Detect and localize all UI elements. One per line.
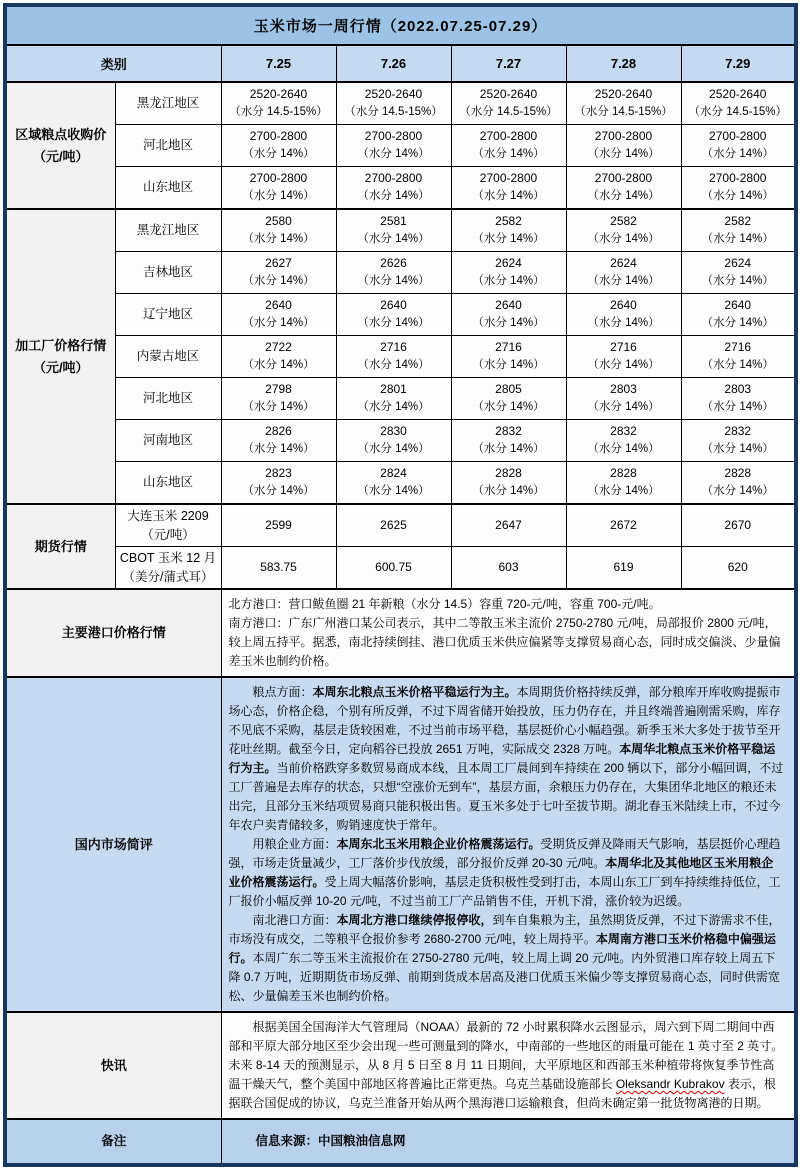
moisture-note: （水分 14%） — [587, 484, 660, 497]
text-segment: 本周北方港口继续停报停收， — [336, 913, 493, 927]
price-cell — [566, 462, 681, 505]
moisture-note: （水分 14%） — [242, 358, 315, 371]
moisture-note: （水分 14%） — [242, 442, 315, 455]
moisture-note: （水分 14%） — [357, 316, 430, 329]
section-label-text: 期货行情 — [34, 538, 87, 554]
price-cell — [566, 82, 681, 125]
price-value: 2824 — [380, 466, 407, 481]
row-label-text: 黑龙江地区 — [136, 96, 200, 111]
text-segment: 本周东北玉米用粮企业价格震荡运行。 — [336, 837, 541, 851]
moisture-note: （水分 14%） — [587, 147, 660, 160]
price-cell — [336, 462, 451, 505]
text-segment: 粮点方面： — [252, 685, 313, 699]
price-value: 2640 — [265, 298, 292, 313]
price-value: 2581 — [380, 214, 407, 229]
row-label — [115, 378, 221, 420]
section-row-domestic-market-review — [5, 677, 796, 1012]
paragraph — [229, 911, 786, 1006]
price-value: 2826 — [265, 424, 292, 439]
moisture-note: （水分 14%） — [357, 358, 430, 371]
moisture-note: （水分 14%） — [587, 442, 660, 455]
text-segment: 本周广东二等玉米主流报价在 2750-2780 元/吨，较上周上调 20 元/吨。内外贸港口库存较上周五下降 0.7 万吨，近期期货市场反弹、前期到货成本居高及港口优质玉米偏少等支撑贸易商心态，同时供需宽松、少量偏差玉米也制约价格。 — [228, 951, 780, 1003]
price-cell — [566, 336, 681, 378]
section-label-unit: （元/吨） — [32, 359, 89, 375]
moisture-note: （水分 14%） — [701, 400, 774, 413]
price-value: 2625 — [380, 518, 407, 533]
price-cell — [336, 209, 451, 252]
price-cell — [451, 378, 566, 420]
price-cell — [681, 547, 796, 590]
text-segment: 本周华北及其他地区玉米用粮企业价格震荡运行。 — [228, 856, 774, 889]
table-row — [5, 420, 796, 462]
price-value: 2599 — [265, 518, 292, 533]
moisture-note: （水分 14%） — [701, 189, 774, 202]
moisture-note: （水分 14%） — [472, 358, 545, 371]
text-segment: 受期货反弹及降雨天气影响，基层挺价心理趋强，市场走货量减少，工厂落价步伐放缓，部分报价反弹 20-30 元/吨。 — [228, 837, 781, 870]
text-segment: 南北港口方面： — [252, 913, 337, 927]
paragraph — [229, 595, 786, 614]
price-value: 2828 — [495, 466, 522, 481]
price-cell — [221, 125, 336, 167]
text-segment: 当前价格跌穿多数贸易商成本线，且本周工厂晨间到车持续在 200 辆以下，部分小幅回调，不过工厂普遍是去库存的状态，只想“空涨价无到车”，基层方面，余粮压力仍存在，大集团华北地区的粮还未出完，且部分玉米结项贸易商只能积极出售。夏玉米多处于七叶至拔节期。湖北春玉米陆续上市，不过今年农户卖青储较多，购销速度快于常年。 — [228, 761, 784, 832]
row-label — [115, 336, 221, 378]
section-row-flash-news — [5, 1012, 796, 1119]
price-value: 2803 — [610, 382, 637, 397]
row-label — [115, 547, 221, 590]
price-cell — [336, 504, 451, 547]
price-value: 2627 — [265, 256, 292, 271]
price-cell — [336, 125, 451, 167]
text-segment: 本周期货价格持续反弹，部分粮库开库收购提振市场心态，价格企稳，个别有所反弹，不过下周省储开始投放，压力仍存在，并且终端普遍刚需采购，库存不见底不采购，基层走货较困难，不过当前市场平稳，基层挺价心小幅趋强。新季玉米大多处于拔节至开花吐丝期。截至今日，定向稻谷已投放 2651 万吨，实际成交 2328 万吨。 — [228, 685, 781, 756]
price-value: 2801 — [380, 382, 407, 397]
moisture-note: （水分 14%） — [357, 442, 430, 455]
section-text-flash-news — [221, 1012, 796, 1119]
moisture-note: （水分 14%） — [472, 400, 545, 413]
moisture-note: （水分 14%） — [472, 147, 545, 160]
price-value: 2624 — [495, 256, 522, 271]
section-label-text: 区域粮点收购价 — [15, 127, 107, 143]
price-value: 2520-2640 — [364, 87, 423, 102]
row-label — [115, 167, 221, 210]
header-row — [5, 45, 796, 82]
price-value: 2700-2800 — [249, 129, 308, 144]
text-segment: 表示，根据联合国促成的协议，乌克兰准备开始从两个黑海港口运输粮食，但尚未确定第一批货物离港的日期。 — [228, 1077, 776, 1110]
text-segment: 根据美国全国海洋大气管理局（NOAA）最新的 72 小时累积降水云图显示，周六到下周二期间中西部和平原大部分地区至少会出现一些可测量到的降水，中南部的一些地区的雨量可能在 1 英寸至 2 英寸。未来 8-14 天的预测显示，从 8 月 5 日至 8 月 11 日期间，大平原地区和西部玉米种植带将恢复季节性高温干燥天气，整个美国中部地区将普遍比正常更热。乌克兰基础设施部长 — [228, 1020, 784, 1091]
price-value: 2832 — [724, 424, 752, 439]
row-label-text: 辽宁地区 — [142, 307, 193, 322]
price-cell — [681, 336, 796, 378]
price-cell — [566, 547, 681, 590]
spellcheck-underline: Oleksandr Kubrakov — [615, 1077, 725, 1091]
table-body — [5, 5, 796, 1165]
row-label — [115, 462, 221, 505]
paragraph — [229, 1018, 786, 1113]
price-value: 2700-2800 — [594, 171, 653, 186]
text-segment: 北方港口：营口鲅鱼圈 21 年新粮（水分 14.5）容重 720-元/吨，容重 700-元/吨。 — [228, 597, 661, 611]
moisture-note: （水分 14.5-15%） — [688, 105, 787, 118]
price-cell — [221, 336, 336, 378]
price-value: 2520-2640 — [594, 87, 653, 102]
price-cell — [681, 420, 796, 462]
row-label-text: 山东地区 — [142, 180, 193, 195]
price-value: 2716 — [610, 340, 637, 355]
price-cell — [681, 294, 796, 336]
price-cell — [451, 167, 566, 210]
price-cell — [221, 504, 336, 547]
price-cell — [336, 336, 451, 378]
price-cell — [566, 252, 681, 294]
text-segment: 受上周大幅落价影响，基层走货积极性受到打击，本周山东工厂到车持续维持低位，工厂报价小幅反弹 10-20 元/吨，不过当前工厂产品销售不佳，开机下滑，涨价较为迟缓。 — [228, 875, 781, 908]
row-label — [115, 252, 221, 294]
moisture-note: （水分 14%） — [701, 442, 774, 455]
column-header-date: 7.25 — [221, 45, 336, 82]
moisture-note: （水分 14%） — [701, 484, 774, 497]
price-value: 2700-2800 — [249, 171, 308, 186]
price-value: 2700-2800 — [594, 129, 653, 144]
price-value: 583.75 — [260, 560, 297, 575]
price-cell — [221, 167, 336, 210]
moisture-note: （水分 14%） — [472, 232, 545, 245]
table-row — [5, 294, 796, 336]
moisture-note: （水分 14.5-15%） — [344, 105, 443, 118]
title-row — [5, 5, 796, 45]
price-value: 2716 — [724, 340, 752, 355]
table-row — [5, 125, 796, 167]
price-value: 2700-2800 — [709, 171, 767, 186]
moisture-note: （水分 14%） — [357, 189, 430, 202]
price-value: 2640 — [495, 298, 522, 313]
moisture-note: （水分 14%） — [242, 400, 315, 413]
row-label-text: 内蒙古地区 — [136, 349, 200, 364]
table-row — [5, 336, 796, 378]
price-value: 619 — [613, 560, 634, 575]
price-value: 2640 — [610, 298, 637, 313]
section-label-port-prices: 主要港口价格行情 — [5, 589, 221, 677]
price-cell — [566, 167, 681, 210]
column-header-date: 7.29 — [681, 45, 796, 82]
price-value: 2582 — [495, 214, 522, 229]
price-value: 2700-2800 — [479, 129, 538, 144]
table-title: 玉米市场一周行情（2022.07.25-07.29） — [5, 5, 796, 45]
price-value: 2700-2800 — [479, 171, 538, 186]
row-label-text: 吉林地区 — [142, 265, 193, 280]
price-value: 2716 — [495, 340, 522, 355]
column-header-category: 类别 — [5, 45, 221, 82]
section-label-remark: 备注 — [5, 1119, 221, 1165]
table-row — [5, 547, 796, 590]
moisture-note: （水分 14.5-15%） — [229, 105, 328, 118]
section-label-futures — [5, 504, 115, 589]
text-segment: 信息来源：中国粮油信息网 — [255, 1134, 406, 1148]
price-cell — [221, 252, 336, 294]
price-cell — [566, 294, 681, 336]
price-cell — [681, 378, 796, 420]
price-cell — [681, 252, 796, 294]
price-cell — [221, 378, 336, 420]
price-cell — [681, 82, 796, 125]
row-label-text: 黑龙江地区 — [136, 223, 200, 238]
row-label-text: CBOT 玉米 12 月 — [119, 550, 217, 565]
price-value: 2520-2640 — [479, 87, 538, 102]
moisture-note: （水分 14%） — [472, 189, 545, 202]
price-cell — [221, 209, 336, 252]
price-value: 2716 — [380, 340, 407, 355]
moisture-note: （水分 14%） — [587, 316, 660, 329]
section-label-regional-purchase-price — [5, 82, 115, 209]
text-segment: 本周华北粮点玉米价格平稳运行为主。 — [228, 742, 776, 775]
row-label — [115, 504, 221, 547]
table-row — [5, 462, 796, 505]
price-cell — [221, 82, 336, 125]
price-value: 2832 — [495, 424, 522, 439]
moisture-note: （水分 14%） — [357, 400, 430, 413]
price-cell — [336, 378, 451, 420]
price-cell — [451, 336, 566, 378]
section-label-unit: （元/吨） — [32, 148, 89, 164]
price-cell — [336, 167, 451, 210]
corn-market-table — [3, 3, 798, 1167]
price-cell — [336, 547, 451, 590]
column-header-date: 7.27 — [451, 45, 566, 82]
price-cell — [451, 209, 566, 252]
price-value: 2520-2640 — [709, 87, 767, 102]
price-value: 2805 — [495, 382, 522, 397]
moisture-note: （水分 14%） — [701, 274, 774, 287]
row-label — [115, 209, 221, 252]
moisture-note: （水分 14%） — [357, 274, 430, 287]
price-cell — [221, 420, 336, 462]
moisture-note: （水分 14.5-15%） — [574, 105, 673, 118]
row-label-text: 山东地区 — [142, 475, 193, 490]
price-value: 2828 — [724, 466, 752, 481]
price-value: 2626 — [380, 256, 407, 271]
price-cell — [566, 504, 681, 547]
moisture-note: （水分 14%） — [587, 189, 660, 202]
price-cell — [451, 547, 566, 590]
section-row-remark — [5, 1119, 796, 1165]
price-value: 603 — [498, 560, 519, 575]
moisture-note: （水分 14%） — [357, 232, 430, 245]
price-cell — [566, 378, 681, 420]
price-cell — [336, 294, 451, 336]
price-cell — [451, 125, 566, 167]
price-cell — [451, 420, 566, 462]
price-value: 2647 — [495, 518, 522, 533]
section-row-port-prices — [5, 589, 796, 677]
row-label — [115, 125, 221, 167]
price-cell — [451, 504, 566, 547]
moisture-note: （水分 14%） — [701, 358, 774, 371]
moisture-note: （水分 14%） — [701, 147, 774, 160]
moisture-note: （水分 14%） — [242, 484, 315, 497]
row-label-text: 河北地区 — [142, 138, 193, 153]
moisture-note: （水分 14.5-15%） — [459, 105, 558, 118]
moisture-note: （水分 14%） — [357, 484, 430, 497]
row-label — [115, 82, 221, 125]
price-value: 2700-2800 — [709, 129, 767, 144]
row-label-text: 河北地区 — [142, 391, 193, 406]
price-cell — [681, 504, 796, 547]
row-label — [115, 420, 221, 462]
table-row — [5, 82, 796, 125]
price-cell — [336, 82, 451, 125]
price-value: 2582 — [610, 214, 637, 229]
column-header-date: 7.28 — [566, 45, 681, 82]
column-header-date: 7.26 — [336, 45, 451, 82]
row-label-unit: （元/吨） — [141, 527, 195, 542]
paragraph — [229, 683, 786, 835]
moisture-note: （水分 14%） — [357, 147, 430, 160]
price-value: 2803 — [724, 382, 752, 397]
price-cell — [566, 209, 681, 252]
row-label-text: 河南地区 — [142, 433, 193, 448]
price-cell — [221, 547, 336, 590]
section-label-flash-news: 快讯 — [5, 1012, 221, 1119]
price-value: 2580 — [265, 214, 292, 229]
table-row — [5, 378, 796, 420]
price-cell — [336, 420, 451, 462]
price-cell — [681, 462, 796, 505]
moisture-note: （水分 14%） — [587, 232, 660, 245]
price-value: 2640 — [380, 298, 407, 313]
price-cell — [681, 125, 796, 167]
section-label-processing-factory-price — [5, 209, 115, 504]
paragraph — [229, 614, 786, 671]
moisture-note: （水分 14%） — [242, 316, 315, 329]
moisture-note: （水分 14%） — [472, 274, 545, 287]
moisture-note: （水分 14%） — [242, 232, 315, 245]
price-cell — [566, 125, 681, 167]
moisture-note: （水分 14%） — [472, 316, 545, 329]
moisture-note: （水分 14%） — [701, 316, 774, 329]
price-cell — [451, 252, 566, 294]
moisture-note: （水分 14%） — [587, 274, 660, 287]
price-cell — [566, 420, 681, 462]
price-value: 2830 — [380, 424, 407, 439]
row-label — [115, 294, 221, 336]
price-value: 600.75 — [375, 560, 412, 575]
price-value: 2582 — [724, 214, 752, 229]
price-value: 2640 — [724, 298, 752, 313]
price-value: 2700-2800 — [364, 171, 423, 186]
price-value: 2624 — [724, 256, 752, 271]
price-cell — [221, 294, 336, 336]
price-value: 2823 — [265, 466, 292, 481]
row-label-text: 大连玉米 2209 — [127, 508, 209, 523]
table-row — [5, 252, 796, 294]
moisture-note: （水分 14%） — [242, 189, 315, 202]
text-segment: 到车自集粮为主，虽然期货反弹，不过下游需求不佳，市场没有成交，二等粮平仓报价参考 2680-2700 元/吨，较上周持平。 — [228, 913, 781, 946]
price-cell — [451, 82, 566, 125]
price-value: 2722 — [265, 340, 292, 355]
price-value: 2672 — [610, 518, 637, 533]
section-text-remark — [221, 1119, 796, 1165]
table-row — [5, 504, 796, 547]
moisture-note: （水分 14%） — [587, 358, 660, 371]
price-value: 2520-2640 — [249, 87, 308, 102]
section-text-domestic-market-review — [221, 677, 796, 1012]
price-value: 2798 — [265, 382, 292, 397]
moisture-note: （水分 14%） — [587, 400, 660, 413]
moisture-note: （水分 14%） — [242, 147, 315, 160]
section-label-domestic-market-review: 国内市场简评 — [5, 677, 221, 1012]
price-cell — [336, 252, 451, 294]
price-cell — [681, 167, 796, 210]
paragraph — [256, 1132, 786, 1151]
table-row — [5, 209, 796, 252]
section-label-text: 加工厂价格行情 — [15, 338, 107, 354]
moisture-note: （水分 14%） — [242, 274, 315, 287]
price-value: 2832 — [610, 424, 637, 439]
price-value: 2700-2800 — [364, 129, 423, 144]
price-cell — [451, 462, 566, 505]
row-label-unit: （美分/蒲式耳） — [122, 569, 214, 584]
moisture-note: （水分 14%） — [472, 484, 545, 497]
table-row — [5, 167, 796, 210]
price-cell — [451, 294, 566, 336]
paragraph — [229, 835, 786, 911]
section-text-port-prices — [221, 589, 796, 677]
moisture-note: （水分 14%） — [701, 232, 774, 245]
text-segment: 本周南方港口玉米价格稳中偏强运行。 — [228, 932, 776, 965]
text-segment: 用粮企业方面： — [252, 837, 337, 851]
text-segment: 本周东北粮点玉米价格平稳运行为主。 — [312, 685, 517, 699]
price-cell — [681, 209, 796, 252]
price-value: 2624 — [610, 256, 637, 271]
price-value: 620 — [727, 560, 748, 575]
moisture-note: （水分 14%） — [472, 442, 545, 455]
price-value: 2670 — [724, 518, 752, 533]
price-value: 2828 — [610, 466, 637, 481]
price-cell — [221, 462, 336, 505]
text-segment: 南方港口：广东广州港口某公司表示，其中二等散玉米主流价 2750-2780 元/吨，局部报价 2800 元/吨，较上周五持平。据悉，南北持续倒挂、港口优质玉米供应偏紧等支撑贸易商心态，同时成交偏淡、少量偏差玉米也制约价格。 — [228, 616, 781, 668]
